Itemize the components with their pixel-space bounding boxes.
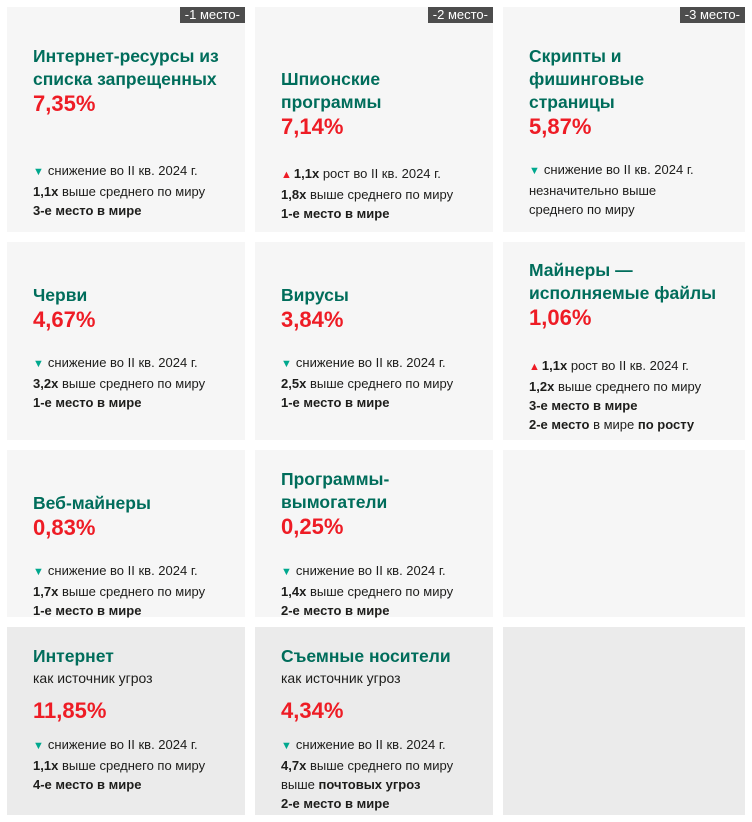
trend-line: ▲ 1,1x рост во II кв. 2024 г. <box>281 166 441 181</box>
arrow-down-icon: ▼ <box>33 566 44 578</box>
trend-line: ▼ снижение во II кв. 2024 г. <box>33 163 198 178</box>
arrow-down-icon: ▼ <box>33 740 44 752</box>
note-line: незначительно выше <box>529 183 657 198</box>
note-line: среднего по миру <box>529 202 635 217</box>
trend-line: ▼ снижение во II кв. 2024 г. <box>281 563 446 578</box>
mult-line: 1,2x выше среднего по миру <box>529 379 702 394</box>
rank-line: 1-е место в мире <box>33 603 142 618</box>
rank-line: 2-е место в мире <box>281 603 390 618</box>
arrow-down-icon: ▼ <box>33 166 44 178</box>
rank-badge: -1 место- <box>180 7 245 23</box>
arrow-down-icon: ▼ <box>529 165 540 177</box>
mult-line: 2,5x выше среднего по миру <box>281 376 454 391</box>
mult-line: 1,8x выше среднего по миру <box>281 187 454 202</box>
email-comparison-line: выше почтовых угроз <box>281 777 421 792</box>
card-title: Веб-майнеры <box>33 493 151 513</box>
arrow-down-icon: ▼ <box>33 358 44 370</box>
card-percent: 1,06% <box>529 305 592 330</box>
card-title: Интернет-ресурсы из списка запрещенных <box>33 46 219 89</box>
card-title: Программы-вымогатели <box>281 469 390 512</box>
card-percent: 3,84% <box>281 307 344 332</box>
rank-line: 2-е место в мире <box>281 796 390 811</box>
empty-card <box>503 450 745 617</box>
card-percent: 11,85% <box>33 698 107 723</box>
card-web-miners <box>7 450 245 617</box>
trend-line: ▼ снижение во II кв. 2024 г. <box>281 737 446 752</box>
card-internet-source <box>7 627 245 815</box>
card-title: Интернет <box>33 646 114 666</box>
card-worms <box>7 242 245 440</box>
card-percent: 4,67% <box>33 307 96 332</box>
card-percent: 4,34% <box>281 698 344 723</box>
card-percent: 7,14% <box>281 114 344 139</box>
trend-line: ▼ снижение во II кв. 2024 г. <box>33 563 198 578</box>
arrow-down-icon: ▼ <box>281 566 292 578</box>
arrow-down-icon: ▼ <box>281 358 292 370</box>
card-scripts-phishing <box>503 7 745 232</box>
card-ransomware <box>255 450 493 617</box>
trend-line: ▼ снижение во II кв. 2024 г. <box>33 355 198 370</box>
card-viruses <box>255 242 493 440</box>
mult-line: 3,2x выше среднего по миру <box>33 376 206 391</box>
card-subtitle: как источник угроз <box>33 670 153 686</box>
trend-line: ▼ снижение во II кв. 2024 г. <box>281 355 446 370</box>
card-title: Вирусы <box>281 285 349 305</box>
mult-line: 4,7x выше среднего по миру <box>281 758 454 773</box>
trend-line: ▼ снижение во II кв. 2024 г. <box>529 162 694 177</box>
rank-line: 1-е место в мире <box>281 395 390 410</box>
arrow-up-icon: ▲ <box>529 361 540 373</box>
card-percent: 0,25% <box>281 514 344 539</box>
card-title: Шпионские программы <box>281 69 382 112</box>
card-forbidden-resources <box>7 7 245 232</box>
rank-line: 1-е место в мире <box>33 395 142 410</box>
card-title: Черви <box>33 285 88 305</box>
mult-line: 1,1x выше среднего по миру <box>33 184 206 199</box>
card-spyware <box>255 7 493 232</box>
card-miners-executables <box>503 242 745 440</box>
rank-line: 1-е место в мире <box>281 206 390 221</box>
mult-line: 1,7x выше среднего по миру <box>33 584 206 599</box>
card-percent: 0,83% <box>33 515 96 540</box>
mult-line: 1,4x выше среднего по миру <box>281 584 454 599</box>
rank-line: 4-е место в мире <box>33 777 142 792</box>
rank-badge: -3 место- <box>680 7 745 23</box>
card-percent: 5,87% <box>529 114 592 139</box>
empty-card <box>503 627 745 815</box>
growth-rank-line: 2-е место в мире по росту <box>529 417 695 432</box>
trend-line: ▲ 1,1x рост во II кв. 2024 г. <box>529 358 689 373</box>
arrow-up-icon: ▲ <box>281 169 292 181</box>
mult-line: 1,1x выше среднего по миру <box>33 758 206 773</box>
rank-line: 3-е место в мире <box>529 398 638 413</box>
card-subtitle: как источник угроз <box>281 670 401 686</box>
card-removable-media-source <box>255 627 493 815</box>
rank-badge: -2 место- <box>428 7 493 23</box>
trend-line: ▼ снижение во II кв. 2024 г. <box>33 737 198 752</box>
arrow-down-icon: ▼ <box>281 740 292 752</box>
card-title: Съемные носители <box>281 646 451 666</box>
card-title: Майнеры — исполняемые файлы <box>529 260 717 303</box>
card-percent: 7,35% <box>33 91 96 116</box>
card-title: Скрипты и фишинговые страницы <box>529 46 645 112</box>
rank-line: 3-е место в мире <box>33 203 142 218</box>
